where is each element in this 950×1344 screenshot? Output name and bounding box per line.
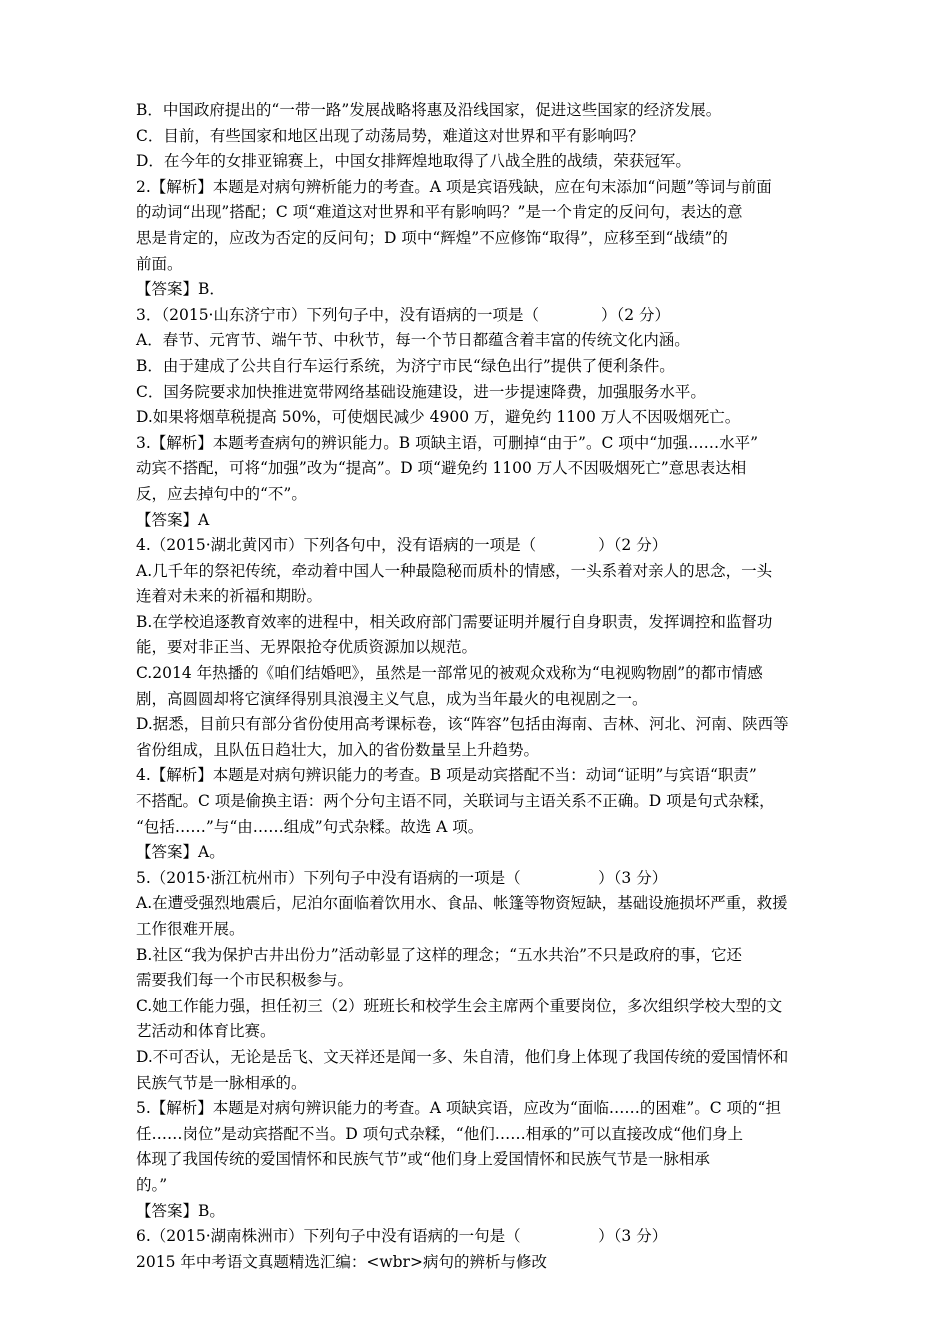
text-line: 5.（2015·浙江杭州市）下列句子中没有语病的一项是（ ）（3 分） — [136, 868, 668, 887]
text-line: 体现了我国传统的爱国情怀和民族气节”或“他们身上爱国情怀和民族气节是一脉相承 — [136, 1150, 710, 1169]
text-line: 【答案】A。 — [136, 843, 225, 862]
text-line: D．在今年的女排亚锦赛上，中国女排辉煌地取得了八战全胜的战绩，荣获冠军。 — [136, 152, 691, 171]
text-line: B．中国政府提出的“一带一路”发展战略将惠及沿线国家，促进这些国家的经济发展。 — [136, 101, 722, 119]
page-footer-title: 2015 年中考语文真题精选汇编：<wbr>病句的辨析与修改 — [136, 1252, 547, 1271]
text-line: 思是肯定的，应改为否定的反问句；D 项中“辉煌”不应修饰“取得”，应移至到“战绩”的 — [136, 228, 728, 247]
text-line: 连着对未来的祈福和期盼。 — [136, 587, 323, 606]
text-line: 2.【解析】本题是对病句辨析能力的考查。A 项是宾语残缺，应在句末添加“问题”等词与前面 — [136, 177, 772, 196]
text-line: 动宾不搭配，可将“加强”改为“提高”。D 项“避免约 1100 万人不因吸烟死亡”意思表达相 — [136, 459, 747, 478]
text-line: 3．（2015·山东济宁市）下列句子中，没有语病的一项是（ ）（2 分） — [136, 305, 671, 324]
text-line: B.社区“我为保护古井出份力”活动彰显了这样的理念；“五水共治”不只是政府的事，它还 — [136, 945, 743, 964]
text-line: 【答案】A — [136, 510, 210, 529]
text-line: 民族气节是一脉相承的。 — [136, 1073, 307, 1092]
text-line: 4.【解析】本题是对病句辨识能力的考查。B 项是动宾搭配不当：动词“证明”与宾语“职责” — [136, 766, 757, 785]
text-line: 【答案】B。 — [136, 1201, 225, 1220]
text-line: 的动词“出现”搭配；C 项“难道这对世界和平有影响吗？”是一个肯定的反问句，表达的意 — [136, 203, 743, 222]
text-line: 6.（2015·湖南株洲市）下列句子中没有语病的一句是（ ）（3 分） — [136, 1227, 668, 1246]
text-line: 前面。 — [136, 254, 183, 273]
text-line: C．目前，有些国家和地区出现了动荡局势，难道这对世界和平有影响吗？ — [136, 126, 644, 145]
text-line: 能，要对非正当、无界限抢夺优质资源加以规范。 — [136, 638, 478, 657]
text-line: A.在遭受强烈地震后，尼泊尔面临着饮用水、食品、帐篷等物资短缺，基础设施损坏严重，救援 — [136, 894, 788, 913]
text-line: 剧，高圆圆却将它演绎得别具浪漫主义气息，成为当年最火的电视剧之一。 — [136, 689, 648, 708]
text-line: 5.【解析】本题是对病句辨识能力的考查。A 项缺宾语，应改为“面临……的困难”。C 项的“担 — [136, 1099, 781, 1118]
text-line: D.据悉，目前只有部分省份使用高考课标卷，该“阵容”包括由海南、吉林、河北、河南、陕西等 — [136, 715, 789, 734]
text-line: 【答案】B． — [136, 280, 225, 299]
text-line: 工作很难开展。 — [136, 920, 245, 938]
text-line: 的。” — [136, 1175, 168, 1194]
document-body — [136, 98, 816, 1275]
text-line: A.几千年的祭祀传统，牵动着中国人一种最隐秘而质朴的情感，一头系着对亲人的思念，一头 — [136, 561, 773, 580]
text-line: D.如果将烟草税提高 50%，可使烟民减少 4900 万，避免约 1100 万人不因吸烟死亡。 — [136, 408, 741, 427]
text-line: B.在学校追逐教育效率的进程中，相关政府部门需要证明并履行自身职责，发挥调控和监督功 — [136, 612, 773, 631]
text-line: C．国务院要求加快推进宽带网络基础设施建设，进一步提速降费，加强服务水平。 — [136, 382, 706, 401]
text-line: “包括……”与“由……组成”句式杂糅。故选 A 项。 — [136, 817, 484, 836]
text-line: C.她工作能力强，担任初三（2）班班长和校学生会主席两个重要岗位，多次组织学校大型的文 — [136, 996, 783, 1015]
text-line: 反，应去掉句中的“不”。 — [136, 484, 307, 503]
text-line: D.不可否认，无论是岳飞、文天祥还是闻一多、朱自清，他们身上体现了我国传统的爱国情怀和 — [136, 1047, 789, 1066]
text-line: 省份组成，且队伍日趋壮大，加入的省份数量呈上升趋势。 — [136, 740, 540, 759]
text-line: 需要我们每一个市民积极参与。 — [136, 971, 354, 990]
text-line: 艺活动和体育比赛。 — [136, 1022, 276, 1041]
text-line: 任……岗位”是动宾搭配不当。D 项句式杂糅，“他们……相承的”可以直接改成“他们身上 — [136, 1124, 744, 1143]
text-line: 不搭配。C 项是偷换主语：两个分句主语不同，关联词与主语关系不正确。D 项是句式杂糅， — [136, 792, 775, 811]
text-line: A．春节、元宵节、端午节、中秋节，每一个节日都蕴含着丰富的传统文化内涵。 — [136, 331, 690, 350]
text-line: 4.（2015·湖北黄冈市）下列各句中，没有语病的一项是（ ）（2 分） — [136, 536, 668, 555]
text-line: 3.【解析】本题考查病句的辨识能力。B 项缺主语，可删掉“由于”。C 项中“加强……水平” — [136, 433, 759, 452]
text-line: C.2014 年热播的《咱们结婚吧》，虽然是一部常见的被观众戏称为“电视购物剧”的都市情感 — [136, 664, 763, 683]
text-line: B．由于建成了公共自行车运行系统，为济宁市民“绿色出行”提供了便利条件。 — [136, 356, 675, 375]
